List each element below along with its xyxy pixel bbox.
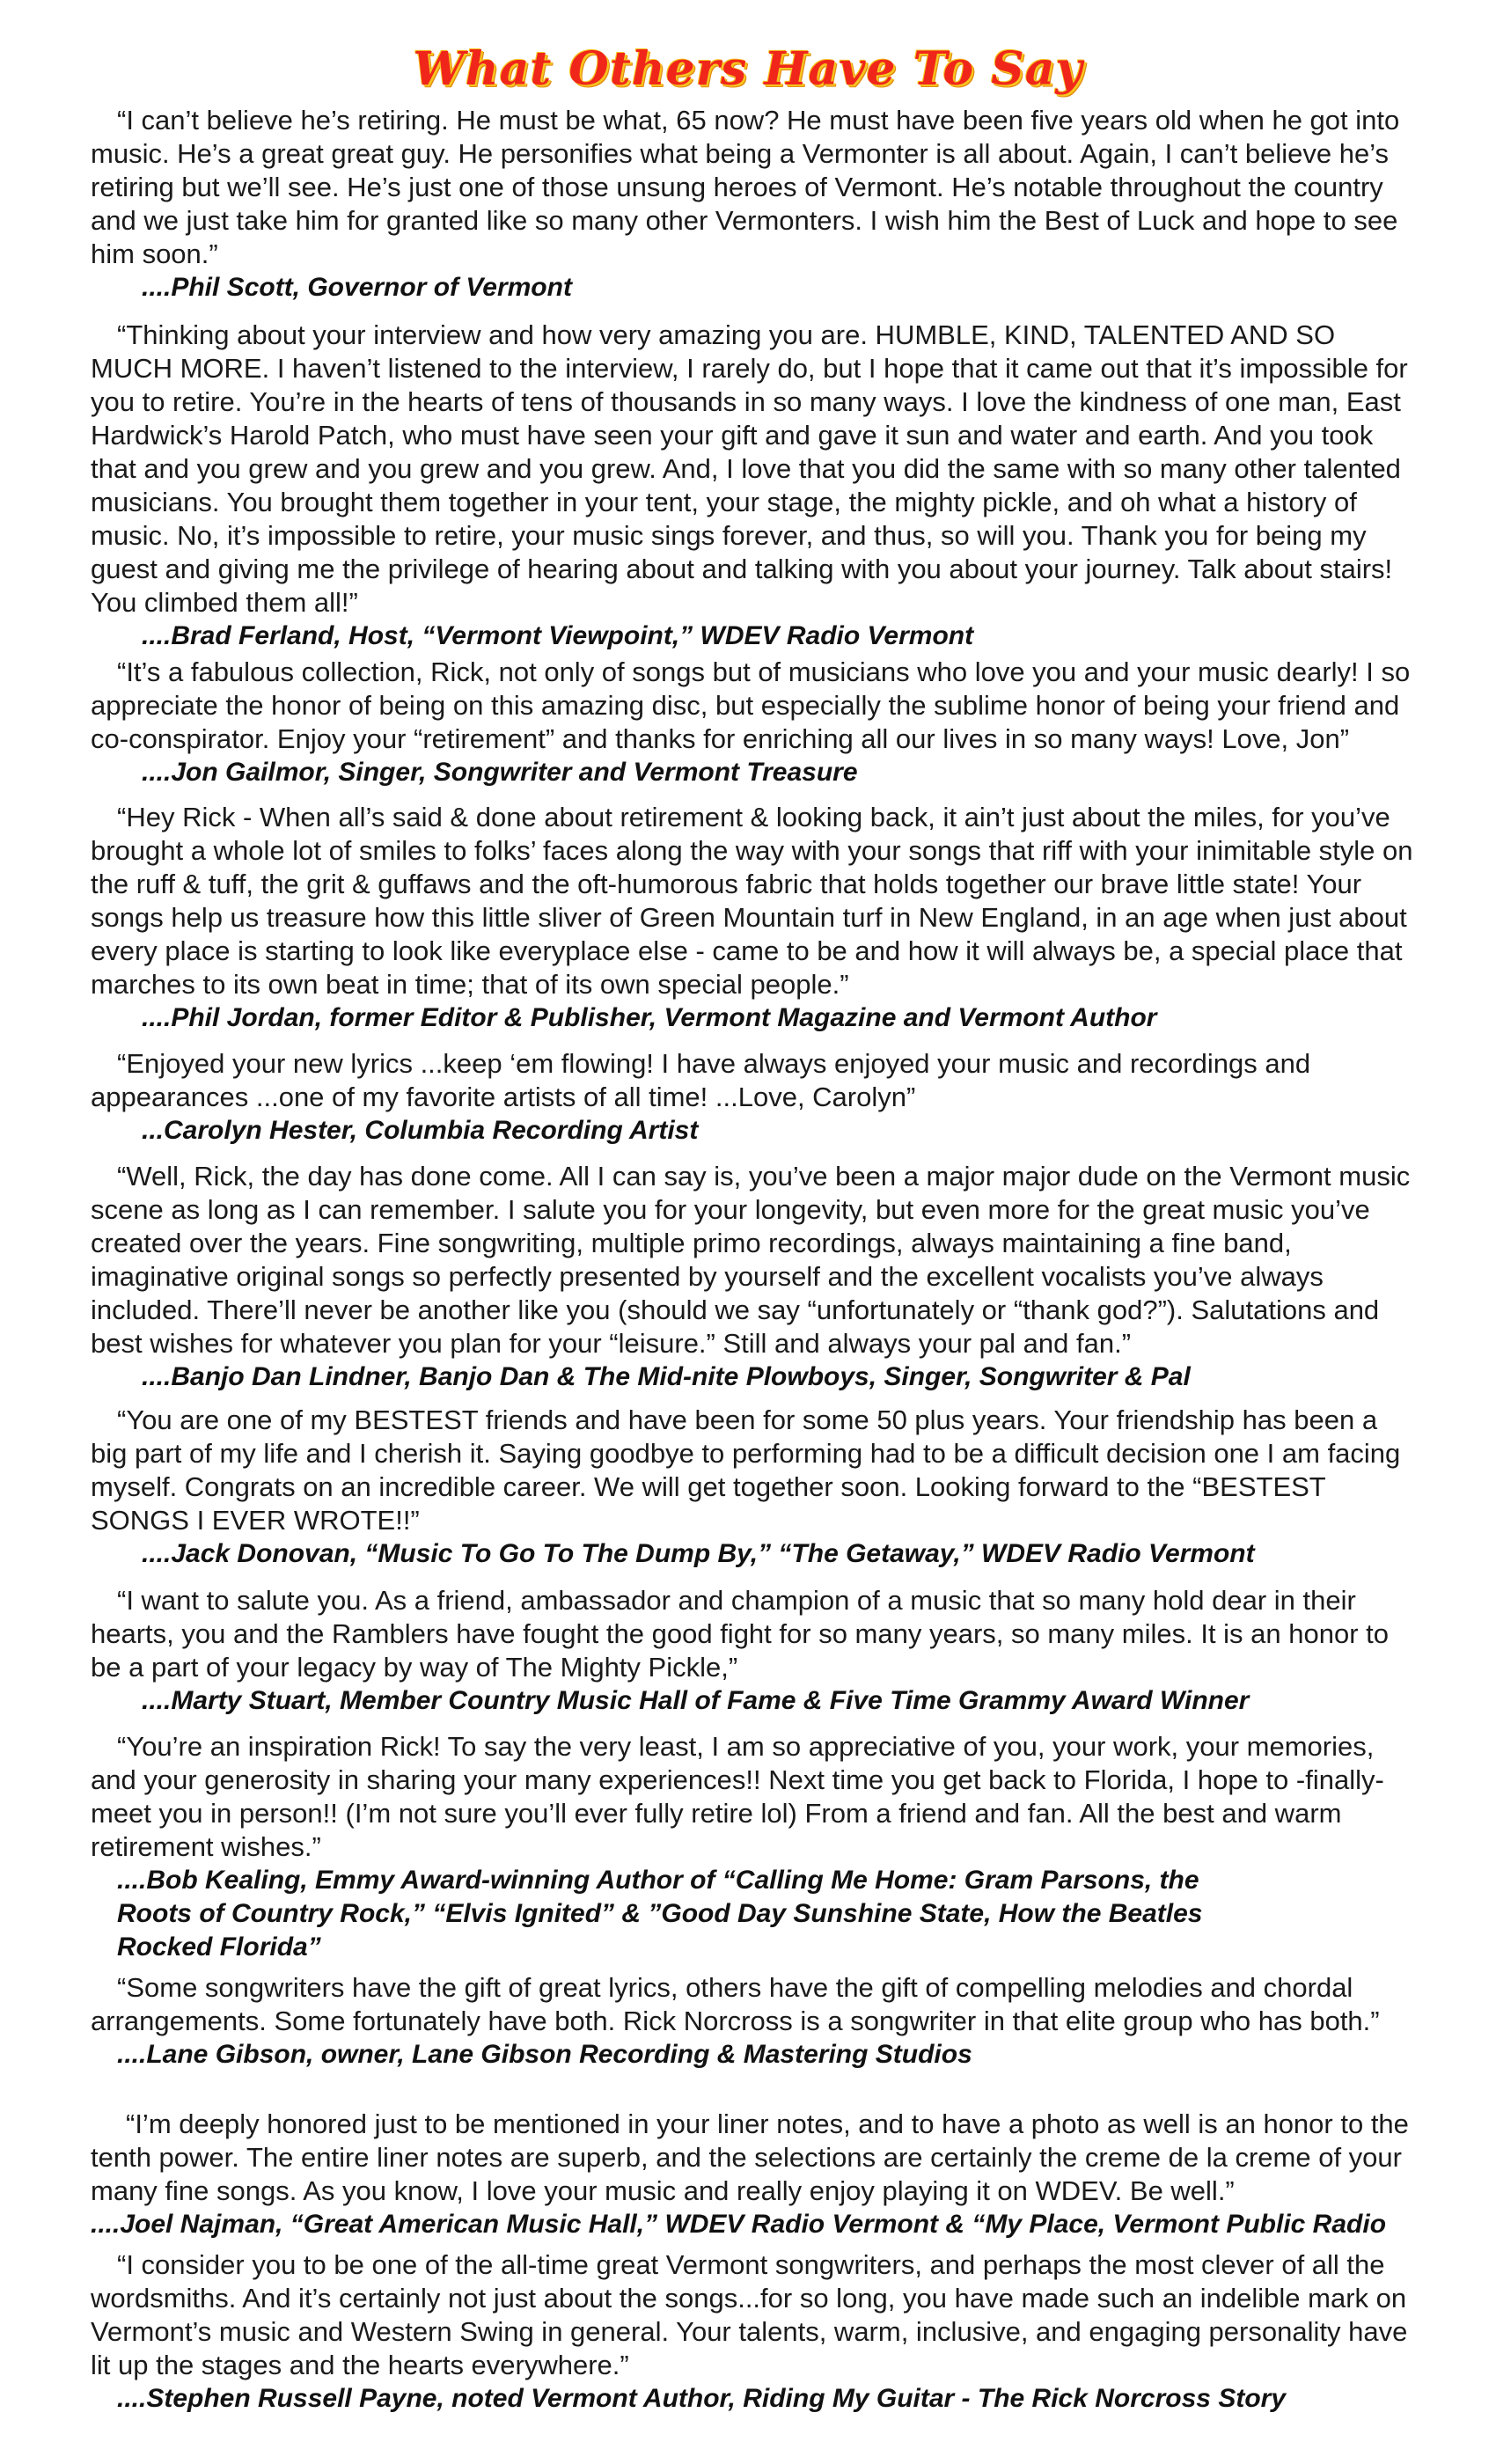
testimonial xyxy=(91,2108,1419,2241)
testimonial xyxy=(91,319,1419,653)
testimonial xyxy=(91,2248,1419,2416)
quote-attribution: ....Brad Ferland, Host, “Vermont Viewpoint,” WDEV Radio Vermont xyxy=(142,621,974,650)
testimonial xyxy=(91,1404,1419,1571)
page-title: What Others Have To Say xyxy=(413,42,1083,96)
testimonial xyxy=(91,801,1419,1035)
testimonial xyxy=(91,1730,1419,1964)
quote-attribution: ....Joel Najman, “Great American Music Hall,” WDEV Radio Vermont & “My Place, Vermont Public Radio xyxy=(91,2210,1387,2239)
testimonial xyxy=(91,1971,1419,2072)
quote-attribution: ....Lane Gibson, owner, Lane Gibson Recording & Mastering Studios xyxy=(117,2040,972,2069)
quote-attribution: ....Banjo Dan Lindner, Banjo Dan & The Mid-nite Plowboys, Singer, Songwriter & Pal xyxy=(142,1362,1191,1391)
testimonial xyxy=(91,1584,1419,1718)
testimonial xyxy=(91,1047,1419,1148)
quote-attribution: ....Jack Donovan, “Music To Go To The Dump By,” “The Getaway,” WDEV Radio Vermont xyxy=(142,1539,1255,1568)
quote-text: “It’s a fabulous collection, Rick, not only of songs but of musicians who love you and your music dearly! I so appreciate the honor of being on this amazing disc, but especially the sublime honor of being your friend and co-conspirator. Enjoy your “retirement” and thanks for enriching all our lives in so many ways! Love, Jon” xyxy=(91,656,1411,754)
quote-attribution: ....Bob Kealing, Emmy Award-winning Author of “Calling Me Home: Gram Parsons, the Roots of Country Rock,” “Elvis Ignited” & ”Good Day Sunshine State, How the Beatles Rocked Florida” xyxy=(117,1866,1203,1962)
quote-text: “I can’t believe he’s retiring. He must be what, 65 now? He must have been five years old when he got into music. He’s a great great guy. He personifies what being a Vermonter is all about. Again, I can’t believe he’s retiring but we’ll see. He’s just one of those unsung heroes of Vermont. He’s notable throughout the country and we just take him for granted like so many other Vermonters. I wish him the Best of Luck and hope to see him soon.” xyxy=(91,105,1400,269)
quote-attribution: ....Phil Scott, Governor of Vermont xyxy=(142,273,572,302)
quote-text: “I want to salute you. As a friend, ambassador and champion of a music that so many hold dear in their hearts, you and the Ramblers have fought the good fight for so many years, so many miles. It is an honor to be a part of your legacy by way of The Mighty Pickle,” xyxy=(91,1585,1390,1683)
quote-text: “You’re an inspiration Rick! To say the very least, I am so appreciative of you, your work, your memories, and your generosity in sharing your many experiences!! Next time you get back to Florida, I hope to -finally-meet you in person!! (I’m not sure you’ll ever fully retire lol) From a friend and fan. All the best and warm retirement wishes.” xyxy=(91,1731,1384,1862)
quote-text: “Hey Rick - When all’s said & done about retirement & looking back, it ain’t just about the miles, for you’ve brought a whole lot of smiles to folks’ faces along the way with your songs that riff with your inimitable style on the ruff & tuff, the grit & guffaws and the oft-humorous fabric that holds together our brave little state! Your songs help us treasure how this little sliver of Green Mountain turf in New England, in an age when just about every place is starting to look like everyplace else - came to be and how it will always be, a special place that marches to its own beat in time; that of its own special people.” xyxy=(91,802,1413,1000)
quote-attribution: ....Stephen Russell Payne, noted Vermont Author, Riding My Guitar - The Rick Norcross Story xyxy=(117,2384,1286,2413)
testimonial xyxy=(91,1160,1419,1394)
quote-attribution: ....Phil Jordan, former Editor & Publisher, Vermont Magazine and Vermont Author xyxy=(142,1003,1157,1032)
quote-text: “Thinking about your interview and how very amazing you are. HUMBLE, KIND, TALENTED AND SO MUCH MORE. I haven’t listened to the interview, I rarely do, but I hope that it came out that it’s impossible for you to retire. You’re in the hearts of tens of thousands in so many ways. I love the kindness of one man, East Hardwick’s Harold Patch, who must have seen your gift and gave it sun and water and earth. And you took that and you grew and you grew and you grew. And, I love that you did the same with so many other talented musicians. You brought them together in your tent, your stage, the mighty pickle, and oh what a history of music. No, it’s impossible to retire, your music sings forever, and thus, so will you. Thank you for being my guest and giving me the privilege of hearing about and talking with you about your journey. Talk about stairs! You climbed them all!” xyxy=(91,319,1408,618)
quote-text: “Enjoyed your new lyrics ...keep ‘em flowing! I have always enjoyed your music and recordings and appearances ...one of my favorite artists of all time! ...Love, Carolyn” xyxy=(91,1048,1311,1112)
quote-text: “Some songwriters have the gift of great lyrics, others have the gift of compelling melodies and chordal arrangements. Some fortunately have both. Rick Norcross is a songwriter in that elite group who has both.” xyxy=(91,1972,1380,2036)
testimonial xyxy=(91,104,1419,304)
quote-text: “I consider you to be one of the all-time great Vermont songwriters, and perhaps the most clever of all the wordsmiths. And it’s certainly not just about the songs...for so long, you have made such an indelible mark on Vermont’s music and Western Swing in general. Your talents, warm, inclusive, and engaging personality have lit up the stages and the hearts everywhere.” xyxy=(91,2249,1408,2380)
quote-text: “I’m deeply honored just to be mentioned in your liner notes, and to have a photo as well is an honor to the tenth power. The entire liner notes are superb, and the selections are certainly the creme de la creme of your many fine songs. As you know, I love your music and really enjoy playing it on WDEV. Be well.” xyxy=(91,2108,1409,2206)
quote-attribution: ...Carolyn Hester, Columbia Recording Artist xyxy=(142,1116,699,1145)
testimonial xyxy=(91,656,1419,789)
quote-attribution: ....Marty Stuart, Member Country Music Hall of Fame & Five Time Grammy Award Winner xyxy=(142,1686,1250,1715)
quote-text: “Well, Rick, the day has done come. All I can say is, you’ve been a major major dude on the Vermont music scene as long as I can remember. I salute you for your longevity, but even more for the great music you’ve created over the years. Fine songwriting, multiple primo recordings, always maintaining a fine band, imaginative original songs so perfectly presented by yourself and the excellent vocalists you’ve always included. There’ll never be another like you (should we say “unfortunately or “thank god?”). Salutations and best wishes for whatever you plan for your “leisure.” Still and always your pal and fan.” xyxy=(91,1161,1411,1359)
quote-text: “You are one of my BESTEST friends and have been for some 50 plus years. Your friendship has been a big part of my life and I cherish it. Saying goodbye to performing had to be a difficult decision one I am facing myself. Congrats on an incredible career. We will get together soon. Looking forward to the “BESTEST SONGS I EVER WROTE!!” xyxy=(91,1404,1401,1536)
quote-attribution: ....Jon Gailmor, Singer, Songwriter and Vermont Treasure xyxy=(142,758,858,787)
